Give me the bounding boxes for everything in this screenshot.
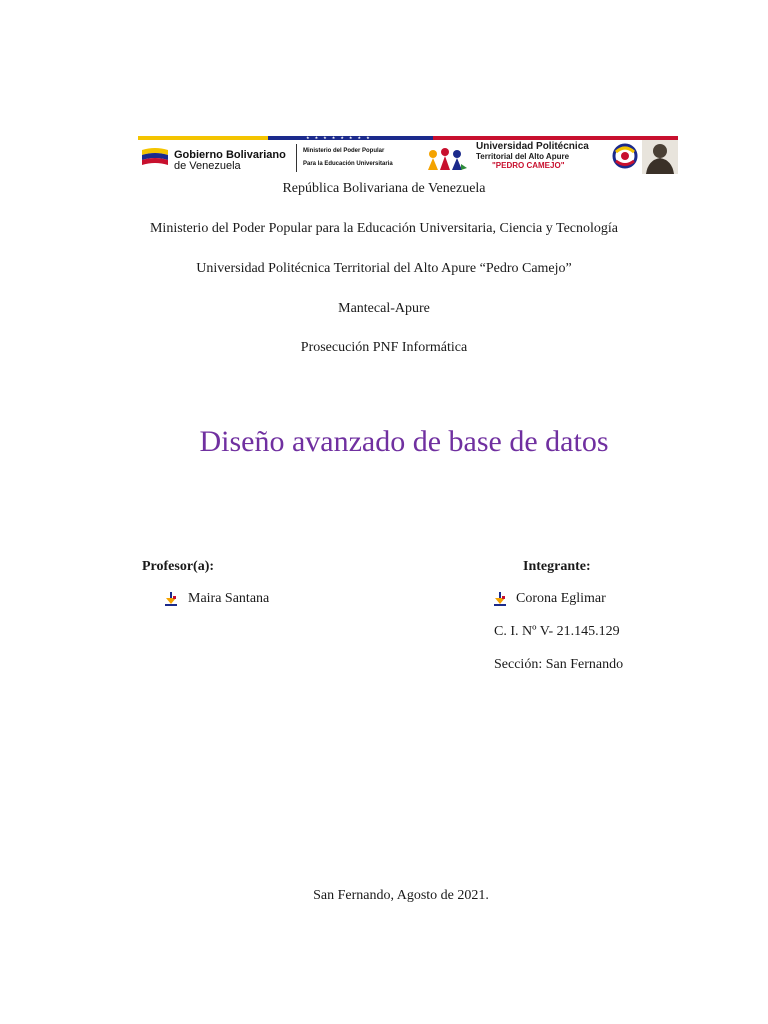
header-line-universidad: Universidad Politécnica Territorial del Alto Apure “Pedro Camejo” xyxy=(196,261,572,276)
universidad-logo-block xyxy=(472,142,678,174)
figures-emblem-icon xyxy=(425,146,469,172)
arrow-bullet-icon xyxy=(493,592,507,606)
profesor-list-item xyxy=(164,591,364,607)
ministerio-line2: Para la Educación Universitaria xyxy=(303,161,393,167)
integrante-name: Corona Eglimar xyxy=(516,591,606,606)
universidad-line3: "PEDRO CAMEJO" xyxy=(492,161,565,170)
gobierno-line2: de Venezuela xyxy=(174,160,241,172)
header-line-sede: Mantecal-Apure xyxy=(338,301,430,316)
integrante-heading: Integrante: xyxy=(523,559,591,574)
banner-stripe-yellow xyxy=(138,136,268,140)
header-line-ministerio: Ministerio del Poder Popular para la Educación Universitaria, Ciencia y Tecnología xyxy=(149,221,618,236)
venezuela-flag-icon xyxy=(140,146,170,168)
integrante-list-item xyxy=(493,591,693,607)
gobierno-line1: Gobierno Bolivariano xyxy=(174,149,286,161)
ministerio-logo-block xyxy=(296,142,424,174)
integrante-cedula: C. I. Nº V- 21.145.129 xyxy=(494,624,620,639)
integrante-seccion: Sección: San Fernando xyxy=(494,657,624,672)
universidad-line1: Universidad Politécnica xyxy=(476,141,589,152)
header-line-programa: Prosecución PNF Informática xyxy=(300,340,468,355)
document-title: Diseño avanzado de base de datos xyxy=(199,425,609,458)
ministerio-box xyxy=(296,144,423,172)
universidad-line2: Territorial del Alto Apure xyxy=(476,152,570,161)
ministerio-line1: Ministerio del Poder Popular xyxy=(303,148,385,154)
arrow-bullet-icon xyxy=(164,592,178,606)
university-emblem-icon xyxy=(610,142,640,170)
place-date-footer: San Fernando, Agosto de 2021. xyxy=(313,888,489,903)
tricolor-emblem xyxy=(425,142,469,174)
header-line-republica: República Bolivariana de Venezuela xyxy=(282,181,486,196)
profesor-heading: Profesor(a): xyxy=(142,559,215,574)
institutional-banner xyxy=(138,136,678,176)
profesor-name: Maira Santana xyxy=(188,591,270,606)
statue-portrait-icon xyxy=(642,140,678,174)
gobierno-logo-block xyxy=(138,142,293,174)
banner-stars: ★★★★★★★★ xyxy=(306,136,375,140)
